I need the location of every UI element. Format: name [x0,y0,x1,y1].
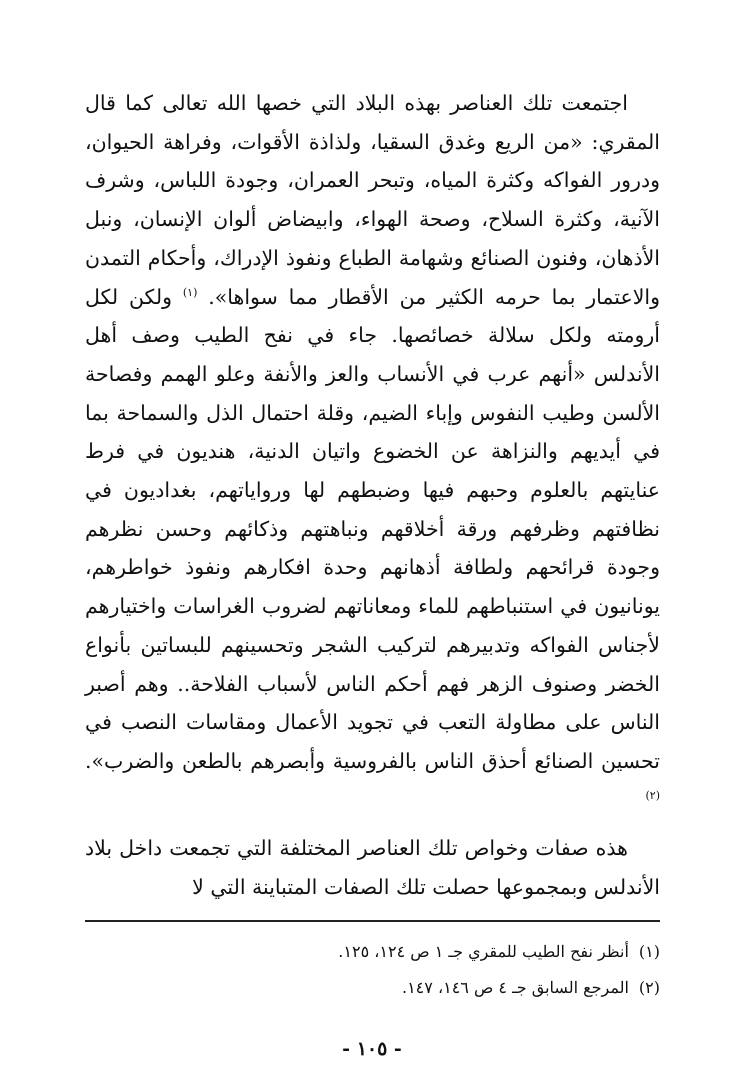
footnote-text: المرجع السابق جـ ٤ ص ١٤٦، ١٤٧. [401,978,629,997]
footnote-2 [85,970,660,1006]
footnote-ref-1: (١) [182,285,198,299]
footnote-number: (٢) [638,978,660,997]
paragraph-1-part-b: ولكن لكل أرومته ولكل سلالة خصائصها. جاء في نفح الطيب وصف أهل الأندلس «أنهم عرب في الأنساب والعز والأنفة وعلو الهمم وفصاحة الألسن وطيب النفوس وإباء الضيم، وقلة احتمال الذل والسماحة بما في أيديهم والنزاهة عن الخضوع واتيان الدنية، هنديون في فرط عنايتهم بالعلوم وحبهم فيها وضبطهم لها ورواياتهم، بغداديون في نظافتهم وظرفهم ورقة أخلاقهم ونباهتهم وذكائهم وحسن نظرهم وجودة قرائحهم ولطافة أذهانهم وحدة افكارهم ونفوذ خواطرهم، يونانيون في استنباطهم للماء ومعاناتهم لضروب الغراسات واختيارهم لأجناس الفواكه وتدبيرهم لتركيب الشجر وتحسينهم للبساتين بأنواع الخضر وصنوف الزهر فهم أحكم الناس لأسباب الفلاحة.. وهم أصبر الناس على مطاولة التعب في تجويد الأعمال ومقاسات النصب في تحسين الصنائع أحذق الناس بالفروسية وأبصرهم بالطعن والضرب». [85,284,660,773]
footnote-ref-2: (٢) [645,788,660,802]
footnote-text: أنظر نفح الطيب للمقري جـ ١ ص ١٢٤، ١٢٥. [338,942,629,961]
main-text-block [85,84,660,907]
page-number: - ١٠٥ - [342,1038,402,1060]
paragraph-2: هذه صفات وخواص تلك العناصر المختلفة التي تجمعت داخل بلاد الأندلس وبمجموعها حصلت تلك الصفات المتباينة التي لا [85,836,660,900]
paragraph-1 [85,84,660,819]
footnotes [85,934,660,1006]
footnote-divider [85,920,660,922]
footnote-1 [85,934,660,970]
footnote-number: (١) [638,942,660,961]
paragraph-1-part-a: اجتمعت تلك العناصر بهذه البلاد التي خصها الله تعالى كما قال المقري: «من الريع وغدق السقيا، ولذاذة الأقوات، وفراهة الحيوان، ودرور الفواكه وكثرة المياه، وتبحر العمران، وجودة اللباس، وشرف الآنية، وكثرة السلاح، وصحة الهواء، وابيضاض ألوان الإنسان، ونبل الأذهان، وفنون الصنائع وشهامة الطباع ونفوذ الإدراك، وأحكام التمدن والاعتمار بما حرمه الكثير من الأقطار مما سواها». [85,91,660,309]
